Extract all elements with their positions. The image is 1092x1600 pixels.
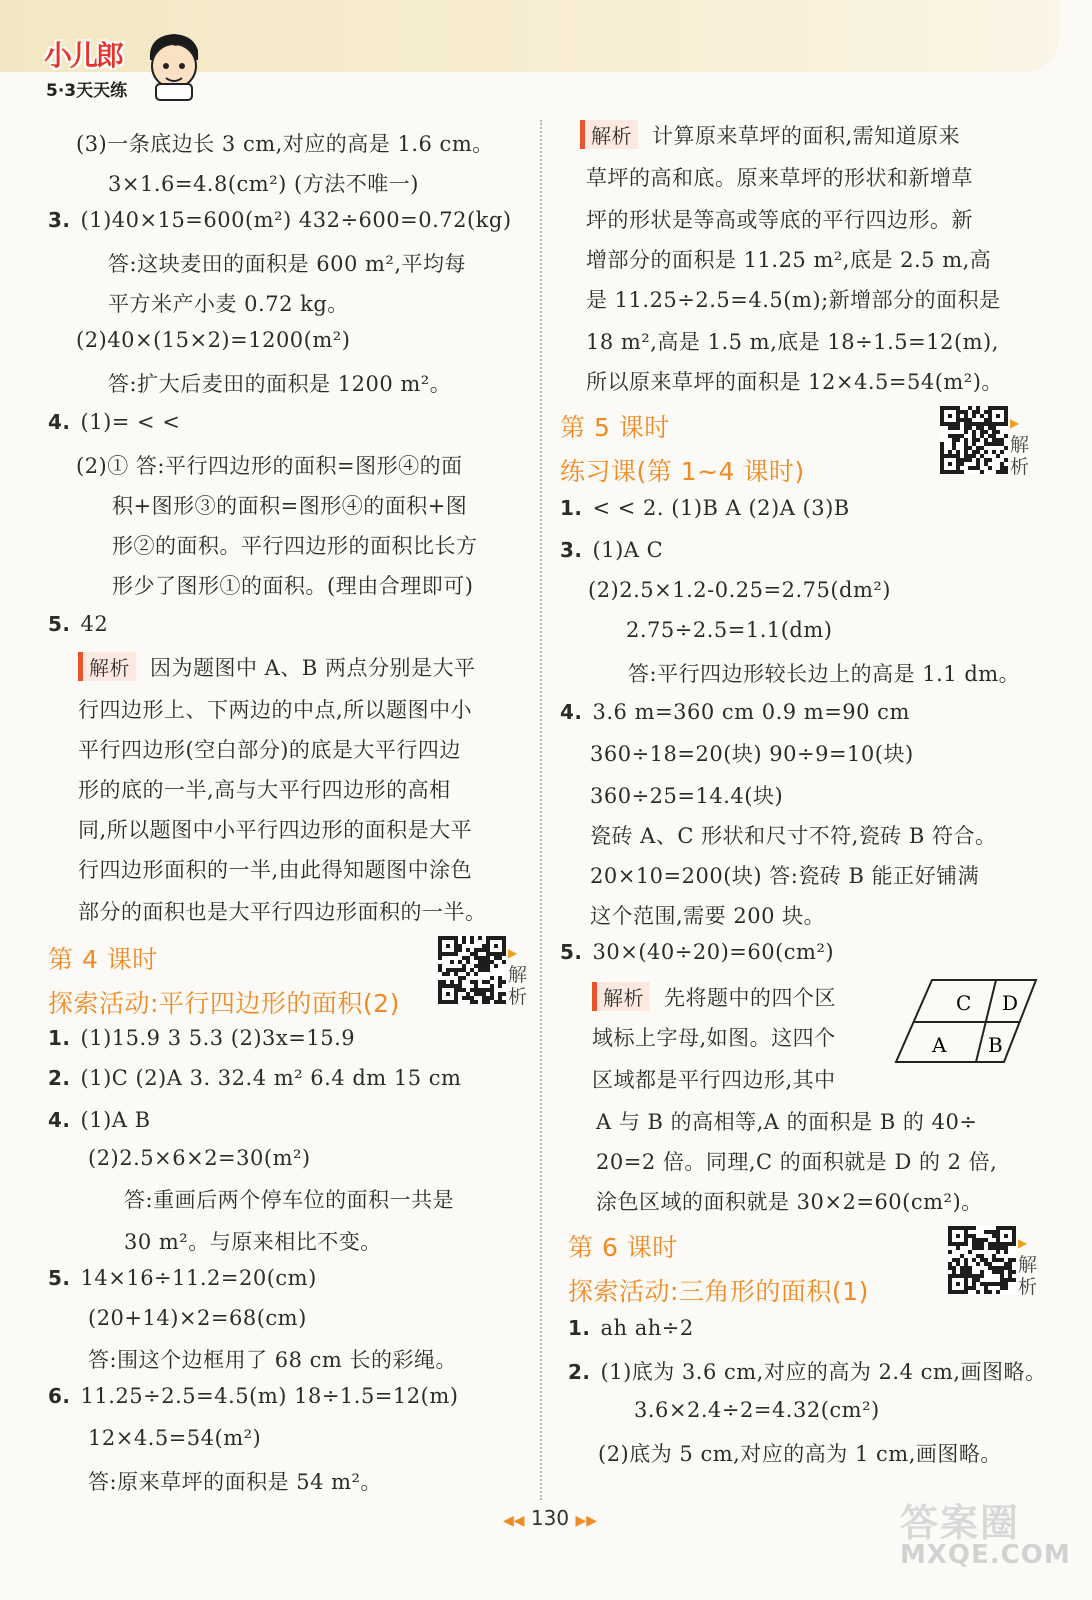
qr-code-icon xyxy=(948,1226,1016,1294)
answer-line xyxy=(568,1316,694,1340)
brand-logo xyxy=(40,28,200,108)
line-text: 因为题图中 A、B 两点分别是大平 xyxy=(150,656,476,680)
answer-line xyxy=(590,820,997,850)
analysis-line xyxy=(580,120,960,150)
line-text: 形少了图形①的面积。(理由合理即可) xyxy=(112,574,474,598)
line-text: 草坪的高和底。原来草坪的形状和新增草 xyxy=(586,166,973,190)
line-text: 域标上字母,如图。这四个 xyxy=(592,1026,836,1050)
answer-line xyxy=(76,328,350,352)
answer-line xyxy=(596,1186,983,1216)
line-text: 形②的面积。平行四边形的面积比长方 xyxy=(112,534,478,558)
answer-line xyxy=(590,780,783,810)
answer-line xyxy=(108,368,451,398)
line-text: 42 xyxy=(80,612,109,636)
line-text: 增部分的面积是 11.25 m²,底是 2.5 m,高 xyxy=(586,248,992,272)
line-text: 答:原来草坪的面积是 54 m²。 xyxy=(88,1470,382,1494)
brand-name: 小儿郎 xyxy=(44,39,123,72)
line-text: 涂色区域的面积就是 30×2=60(cm²)。 xyxy=(596,1190,983,1214)
question-number: 1. xyxy=(48,1026,71,1050)
answer-line xyxy=(626,618,833,642)
answer-line xyxy=(78,896,487,926)
line-text: 30×(40÷20)=60(cm²) xyxy=(592,940,835,964)
question-number: 6. xyxy=(48,1384,71,1408)
line-text: (1)A B xyxy=(80,1108,151,1132)
answer-line xyxy=(596,1146,997,1176)
answer-line xyxy=(586,244,991,274)
line-text: 瓷砖 A、C 形状和尺寸不符,瓷砖 B 符合。 xyxy=(590,824,997,848)
answer-line xyxy=(560,940,834,964)
question-number: 5. xyxy=(48,612,71,636)
answer-line xyxy=(88,1466,382,1496)
line-text: 答:这块麦田的面积是 600 m²,平均每 xyxy=(108,252,467,276)
line-text: 答:扩大后麦田的面积是 1200 m²。 xyxy=(108,372,452,396)
answer-line xyxy=(586,366,1003,396)
page-number xyxy=(470,1506,630,1530)
line-text: 3×1.6=4.8(cm²) (方法不唯一) xyxy=(108,172,419,196)
qr-label-text: 解析 xyxy=(1018,1254,1038,1298)
line-text: 形的底的一半,高与大平行四边形的高相 xyxy=(78,778,451,802)
line-text: (20+14)×2=68(cm) xyxy=(88,1306,307,1330)
analysis-tag: 解析 xyxy=(78,652,136,681)
answer-line xyxy=(112,490,467,520)
section-heading xyxy=(560,408,670,444)
answer-line xyxy=(76,128,494,158)
line-text: 平方米产小麦 0.72 kg。 xyxy=(108,292,349,316)
line-text: 20×10=200(块) 答:瓷砖 B 能正好铺满 xyxy=(590,864,980,888)
line-text: (1)底为 3.6 cm,对应的高为 2.4 cm,画图略。 xyxy=(600,1360,1047,1384)
line-text: 18 m²,高是 1.5 m,底是 18÷1.5=12(m), xyxy=(586,330,999,354)
line-text: (3)一条底边长 3 cm,对应的高是 1.6 cm。 xyxy=(76,132,494,156)
line-text: 平行四边形(空白部分)的底是大平行四边 xyxy=(78,738,461,762)
section-heading xyxy=(48,940,158,976)
play-icon: ▶ xyxy=(508,946,518,960)
answer-line xyxy=(48,612,108,636)
qr-code-block[interactable] xyxy=(948,1226,1038,1298)
line-text: (1)15.9 3 5.3 (2)3x=15.9 xyxy=(80,1026,356,1050)
answer-line xyxy=(48,1266,317,1290)
line-text: 积+图形③的面积=图形④的面积+图 xyxy=(112,494,468,518)
line-text: < < 2. (1)B A (2)A (3)B xyxy=(592,496,850,520)
prev-arrow-icon: ◀◀ xyxy=(503,1513,525,1529)
qr-label xyxy=(508,940,528,1008)
qr-label xyxy=(1018,1230,1038,1298)
figure-label-b: B xyxy=(988,1033,1003,1057)
answer-line xyxy=(586,162,973,192)
answer-line xyxy=(592,1064,836,1094)
analysis-tag: 解析 xyxy=(592,982,650,1011)
question-number: 1. xyxy=(568,1316,591,1340)
answer-line xyxy=(78,814,472,844)
line-text: (2)40×(15×2)=1200(m²) xyxy=(76,328,351,352)
page-number-text: 130 xyxy=(530,1506,570,1530)
qr-label-text: 解析 xyxy=(508,964,528,1008)
answer-line xyxy=(48,1108,151,1132)
play-icon: ▶ xyxy=(1010,416,1020,430)
line-text: 3.6 m=360 cm 0.9 m=90 cm xyxy=(592,700,910,724)
line-text: 14×16÷11.2=20(cm) xyxy=(80,1266,317,1290)
next-arrow-icon: ▶▶ xyxy=(575,1513,597,1529)
question-number: 2. xyxy=(568,1360,591,1384)
answer-line xyxy=(590,860,979,890)
answer-line xyxy=(78,854,472,884)
question-number: 1. xyxy=(560,496,583,520)
answer-line xyxy=(88,1426,261,1450)
answer-line xyxy=(598,1438,1002,1468)
line-text: 是 11.25÷2.5=4.5(m);新增部分的面积是 xyxy=(586,288,1001,312)
line-text: (2)2.5×6×2=30(m²) xyxy=(88,1146,311,1170)
line-text: 计算原来草坪的面积,需知道原来 xyxy=(652,124,961,148)
line-text: 同,所以题图中小平行四边形的面积是大平 xyxy=(78,818,473,842)
play-icon: ▶ xyxy=(1018,1236,1028,1250)
qr-label-text: 解析 xyxy=(1010,434,1030,478)
line-text: 部分的面积也是大平行四边形面积的一半。 xyxy=(78,900,487,924)
watermark: 答案圈 xyxy=(900,1501,1021,1545)
qr-code-block[interactable] xyxy=(438,936,528,1008)
answer-line xyxy=(124,1184,454,1214)
line-text: (1)A C xyxy=(592,538,664,562)
question-number: 5. xyxy=(48,1266,71,1290)
line-text: (2)底为 5 cm,对应的高为 1 cm,画图略。 xyxy=(598,1442,1002,1466)
answer-line xyxy=(586,204,973,234)
answer-line xyxy=(76,450,463,480)
qr-label xyxy=(1010,410,1030,478)
question-number: 4. xyxy=(48,410,71,434)
answer-line xyxy=(78,694,472,724)
question-number: 3. xyxy=(560,538,583,562)
analysis-line xyxy=(78,652,475,682)
line-text: 答:重画后两个停车位的面积一共是 xyxy=(124,1188,455,1212)
line-text: 行四边形面积的一半,由此得知题图中涂色 xyxy=(78,858,473,882)
line-text: 区域都是平行四边形,其中 xyxy=(592,1068,836,1092)
line-text: 行四边形上、下两边的中点,所以题图中小 xyxy=(78,698,473,722)
line-text: A 与 B 的高相等,A 的面积是 B 的 40÷ xyxy=(596,1110,978,1134)
answer-line xyxy=(586,326,999,356)
line-text: 所以原来草坪的面积是 12×4.5=54(m²)。 xyxy=(586,370,1003,394)
answer-line xyxy=(634,1398,880,1422)
line-text: (1)C (2)A 3. 32.4 m² 6.4 dm 15 cm xyxy=(80,1066,462,1090)
analysis-line xyxy=(592,982,836,1012)
figure-label-a: A xyxy=(932,1033,947,1057)
mascot-icon xyxy=(142,30,206,102)
section-heading-text: 探索活动:三角形的面积(1) xyxy=(568,1277,869,1306)
answer-line xyxy=(48,1384,458,1408)
line-text: 30 m²。与原来相比不变。 xyxy=(124,1230,382,1254)
answer-line xyxy=(112,570,473,600)
parallelogram-figure xyxy=(892,976,1038,1066)
line-text: 答:围这个边框用了 68 cm 长的彩绳。 xyxy=(88,1348,457,1372)
question-number: 4. xyxy=(560,700,583,724)
line-text: 坪的形状是等高或等底的平行四边形。新 xyxy=(586,208,973,232)
answer-line xyxy=(48,1026,355,1050)
line-text: (1)40×15=600(m²) 432÷600=0.72(kg) xyxy=(80,208,512,232)
answer-line xyxy=(560,538,663,562)
answer-line xyxy=(586,284,1001,314)
qr-code-icon xyxy=(438,936,506,1004)
answer-line xyxy=(596,1106,977,1136)
question-number: 2. xyxy=(48,1066,71,1090)
line-text: (2)2.5×1.2-0.25=2.75(dm²) xyxy=(588,578,892,602)
section-heading xyxy=(560,452,805,488)
line-text: 这个范围,需要 200 块。 xyxy=(590,904,826,928)
section-heading xyxy=(568,1272,869,1308)
section-heading-text: 第 4 课时 xyxy=(48,945,158,974)
answer-line xyxy=(48,208,512,232)
answer-line xyxy=(78,734,461,764)
section-heading xyxy=(568,1228,678,1264)
analysis-tag: 解析 xyxy=(580,120,638,149)
line-text: (2)① 答:平行四边形的面积=图形④的面 xyxy=(76,454,463,478)
answer-line xyxy=(88,1146,311,1170)
answer-line xyxy=(88,1306,307,1330)
answer-line xyxy=(48,1066,461,1090)
answer-line xyxy=(590,738,914,768)
answer-line xyxy=(108,288,349,318)
section-heading-text: 练习课(第 1~4 课时) xyxy=(560,457,805,486)
figure-label-c: C xyxy=(956,991,972,1015)
answer-line xyxy=(112,530,478,560)
qr-code-icon xyxy=(940,406,1008,474)
answer-line xyxy=(590,900,825,930)
answer-line xyxy=(78,774,451,804)
line-text: ah ah÷2 xyxy=(600,1316,694,1340)
answer-line xyxy=(568,1356,1046,1386)
section-heading-text: 探索活动:平行四边形的面积(2) xyxy=(48,989,400,1018)
section-heading xyxy=(48,984,400,1020)
line-text: 360÷18=20(块) 90÷9=10(块) xyxy=(590,742,914,766)
line-text: (1)= < < xyxy=(80,410,181,434)
series-name: 5·3天天练 xyxy=(46,81,128,101)
answer-line xyxy=(628,658,1020,688)
answer-line xyxy=(588,578,891,602)
answer-line xyxy=(48,410,180,434)
section-heading-text: 第 6 课时 xyxy=(568,1233,678,1262)
answer-line xyxy=(124,1226,382,1256)
answer-line xyxy=(88,1344,457,1374)
line-text: 3.6×2.4÷2=4.32(cm²) xyxy=(634,1398,880,1422)
section-heading-text: 第 5 课时 xyxy=(560,413,670,442)
question-number: 4. xyxy=(48,1108,71,1132)
answer-line xyxy=(108,248,466,278)
figure-label-d: D xyxy=(1002,991,1019,1015)
line-text: 360÷25=14.4(块) xyxy=(590,784,784,808)
answer-line xyxy=(560,700,910,724)
line-text: 11.25÷2.5=4.5(m) 18÷1.5=12(m) xyxy=(80,1384,459,1408)
watermark-url: MXQE.COM xyxy=(900,1540,1071,1570)
line-text: 先将题中的四个区 xyxy=(664,986,836,1010)
answer-line xyxy=(560,496,850,520)
line-text: 20=2 倍。同理,C 的面积就是 D 的 2 倍, xyxy=(596,1150,998,1174)
line-text: 2.75÷2.5=1.1(dm) xyxy=(626,618,833,642)
question-number: 3. xyxy=(48,208,71,232)
answer-line xyxy=(108,168,419,198)
column-divider xyxy=(540,120,542,1500)
line-text: 答:平行四边形较长边上的高是 1.1 dm。 xyxy=(628,662,1021,686)
line-text: 12×4.5=54(m²) xyxy=(88,1426,262,1450)
qr-code-block[interactable] xyxy=(940,406,1030,478)
answer-line xyxy=(592,1022,836,1052)
question-number: 5. xyxy=(560,940,583,964)
